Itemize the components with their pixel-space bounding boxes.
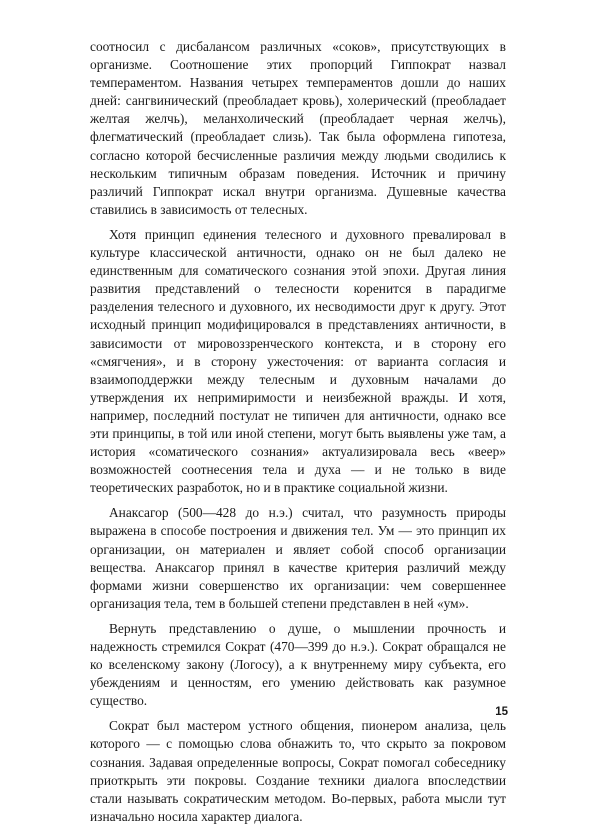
paragraph-body-spirit: Хотя принцип единения телесного и духовного превалировал в культуре классической античности, однако он не был далеко не единственным для соматического сознания этой эпохи. Другая линия развития представлений о телесности коренится в парадигме разделения телесного и духовного, их несводимости друг к другу. Этот исходный принцип модифицировался в представлениях античности, в зависимости от мировоззренческого контекста, и в сторону его «смягчения», и в сторону ужесточения: от варианта согласия и взаимоподдержки между телесным и духовным началами до утверждения их непримиримости и неизбежной вражды. И хотя, например, последний постулат не типичен для античности, однако все эти принципы, в той или иной степени, могут быть выявлены уже там, а история «соматического сознания» актуализировала весь «веер» возможностей соотнесения тела и духа — и не только в виде теоретических разработок, но и в практике социальной жизни. xyxy=(90,226,506,496)
paragraph-socrates-soul: Вернуть представлению о душе, о мышлении прочность и надежность стремился Сократ (470—399 до н.э.). Сократ обращался не ко вселенскому закону (Логосу), а к внутреннему миру субъекта, его убеждениям и ценностям, его умению действовать как разумное существо. xyxy=(90,620,506,709)
page-number: 15 xyxy=(495,706,508,718)
paragraph-socratic-method: Сократ был мастером устного общения, пионером анализа, цель которого — с помощью слова обнажить то, что скрыто за покровом сознания. Задавая определенные вопросы, Сократ помогал собеседнику приоткрыть эти покровы. Создание техники диалога впоследствии стали называть сократическим методом. Во-первых, работа мысли тут изначально носила характер диалога. xyxy=(90,718,506,824)
paragraph-anaxagoras: Анаксагор (500—428 до н.э.) считал, что разумность природы выражена в способе построения и движения тел. Ум — это принцип их организации, он материален и являет собой способ организации вещества. Анаксагор принял в качестве критерия различий между формами жизни совершенство их организации: чем совершеннее организация тела, тем в большей степени представлен в ней «ум». xyxy=(90,505,506,611)
body-text xyxy=(90,38,506,833)
paragraph-temperaments: соотносил с дисбалансом различных «соков», присутствующих в организме. Соотношение этих пропорций Гиппократ назвал темпераментом. Названия четырех темпераментов дошли до наших дней: сангвинический (преобладает кровь), холерический (преобладает желтая желчь), меланхолический (преобладает черная желчь), флегматический (преобладает слизь). Так была оформлена гипотеза, согласно которой бесчисленные различия между людьми сводились к нескольким типичным образам поведения. Источник и причину различий Гиппократ искал внутри организма. Душевные качества ставились в зависимость от телесных. xyxy=(90,39,506,217)
